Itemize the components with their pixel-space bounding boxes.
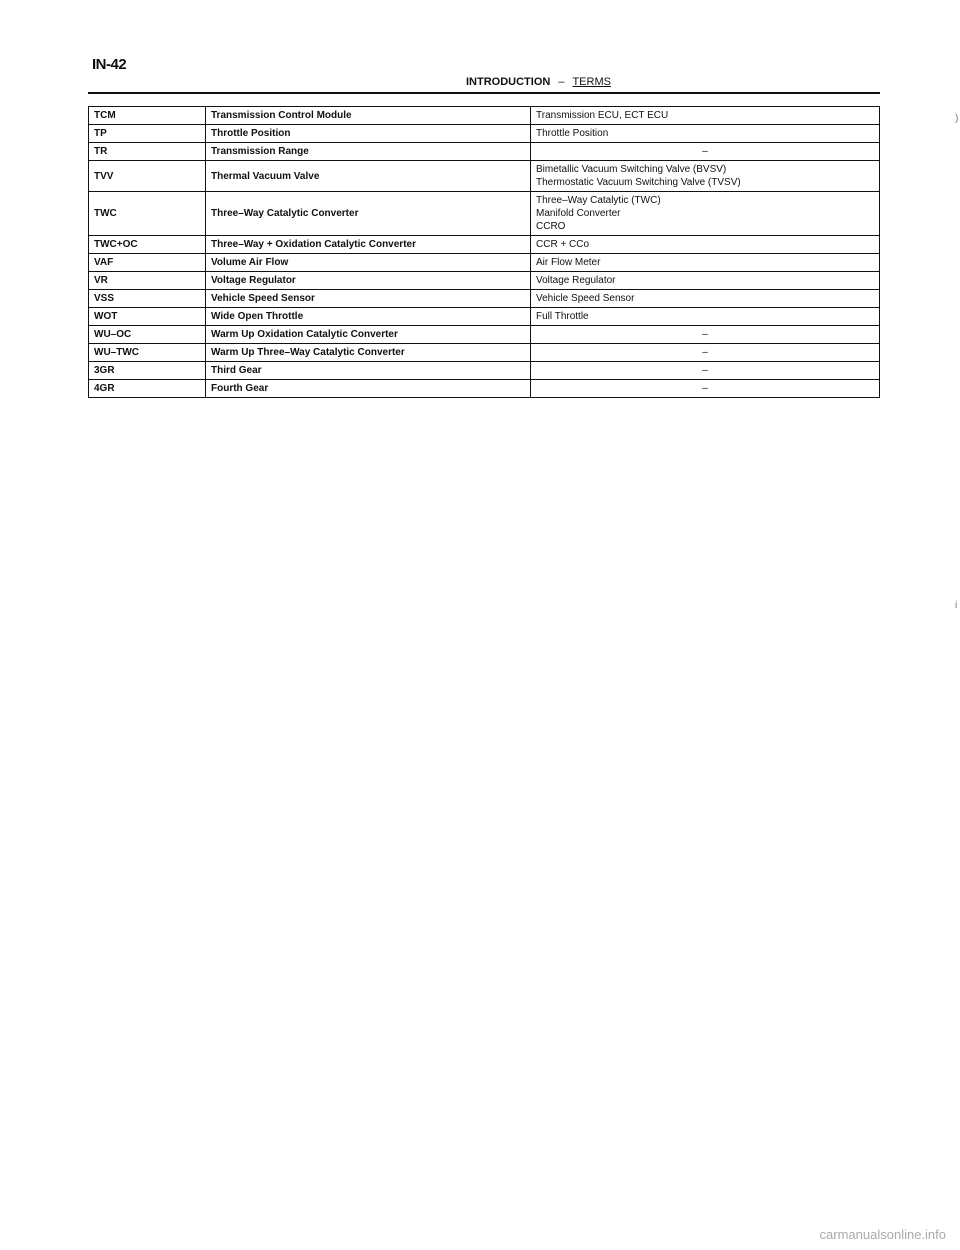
abbreviation-cell: TWC+OC: [89, 236, 206, 254]
term-cell: Throttle Position: [206, 125, 531, 143]
term-cell: Three–Way Catalytic Converter: [206, 192, 531, 236]
terms-table-body: [89, 107, 880, 398]
former-term-line: Transmission ECU, ECT ECU: [536, 110, 669, 121]
abbreviation-cell: TWC: [89, 192, 206, 236]
abbreviation-cell: TR: [89, 143, 206, 161]
former-term-line: Thermostatic Vacuum Switching Valve (TVSV): [536, 177, 741, 188]
terms-table: [88, 106, 880, 398]
former-term-cell: [531, 308, 880, 326]
term-cell: Vehicle Speed Sensor: [206, 290, 531, 308]
former-term-line: –: [702, 383, 708, 394]
former-term-cell: [531, 107, 880, 125]
former-term-line: –: [702, 365, 708, 376]
former-term-line: Full Throttle: [536, 311, 589, 322]
abbreviation-cell: 3GR: [89, 362, 206, 380]
margin-mark: ): [955, 113, 959, 124]
term-cell: Voltage Regulator: [206, 272, 531, 290]
former-term-line: Bimetallic Vacuum Switching Valve (BVSV): [536, 164, 727, 175]
table-row: [89, 143, 880, 161]
abbreviation-cell: TP: [89, 125, 206, 143]
former-term-cell: [531, 192, 880, 236]
term-cell: Third Gear: [206, 362, 531, 380]
former-term-line: –: [702, 146, 708, 157]
table-row: [89, 192, 880, 236]
former-term-line: Air Flow Meter: [536, 257, 601, 268]
term-cell: Three–Way + Oxidation Catalytic Converter: [206, 236, 531, 254]
former-term-cell: [531, 125, 880, 143]
term-cell: Volume Air Flow: [206, 254, 531, 272]
table-row: [89, 326, 880, 344]
former-term-line: Throttle Position: [536, 128, 609, 139]
former-term-cell: [531, 143, 880, 161]
table-row: [89, 290, 880, 308]
abbreviation-cell: VR: [89, 272, 206, 290]
abbreviation-cell: WU–TWC: [89, 344, 206, 362]
former-term-cell: [531, 290, 880, 308]
page-header: [88, 76, 880, 94]
former-term-line: CCR + CCo: [536, 239, 590, 250]
former-term-cell: [531, 344, 880, 362]
term-cell: Transmission Range: [206, 143, 531, 161]
table-row: [89, 344, 880, 362]
former-term-cell: [531, 362, 880, 380]
abbreviation-cell: WU–OC: [89, 326, 206, 344]
former-term-cell: [531, 236, 880, 254]
former-term-line: –: [702, 347, 708, 358]
term-cell: Fourth Gear: [206, 380, 531, 398]
abbreviation-cell: TVV: [89, 161, 206, 192]
table-row: [89, 362, 880, 380]
table-row: [89, 125, 880, 143]
title-separator: –: [558, 76, 565, 88]
former-term-line: Manifold Converter: [536, 208, 621, 219]
term-cell: Warm Up Three–Way Catalytic Converter: [206, 344, 531, 362]
former-term-line: Three–Way Catalytic (TWC): [536, 195, 661, 206]
table-row: [89, 308, 880, 326]
term-cell: Warm Up Oxidation Catalytic Converter: [206, 326, 531, 344]
table-row: [89, 107, 880, 125]
former-term-line: CCRO: [536, 221, 566, 232]
section-title: INTRODUCTION: [466, 76, 551, 88]
former-term-cell: [531, 161, 880, 192]
abbreviation-cell: VAF: [89, 254, 206, 272]
former-term-cell: [531, 272, 880, 290]
table-row: [89, 236, 880, 254]
abbreviation-cell: 4GR: [89, 380, 206, 398]
table-row: [89, 161, 880, 192]
margin-mark: i: [955, 600, 958, 611]
abbreviation-cell: TCM: [89, 107, 206, 125]
abbreviation-cell: VSS: [89, 290, 206, 308]
term-cell: Transmission Control Module: [206, 107, 531, 125]
former-term-cell: [531, 380, 880, 398]
watermark-footer: carmanualsonline.info: [819, 1227, 946, 1242]
table-row: [89, 272, 880, 290]
page-number: IN-42: [92, 56, 127, 73]
table-row: [89, 380, 880, 398]
former-term-cell: [531, 326, 880, 344]
table-row: [89, 254, 880, 272]
term-cell: Thermal Vacuum Valve: [206, 161, 531, 192]
former-term-line: Voltage Regulator: [536, 275, 616, 286]
former-term-cell: [531, 254, 880, 272]
subsection-title: TERMS: [572, 76, 611, 88]
header-title: [466, 76, 611, 88]
abbreviation-cell: WOT: [89, 308, 206, 326]
former-term-line: –: [702, 329, 708, 340]
term-cell: Wide Open Throttle: [206, 308, 531, 326]
former-term-line: Vehicle Speed Sensor: [536, 293, 635, 304]
